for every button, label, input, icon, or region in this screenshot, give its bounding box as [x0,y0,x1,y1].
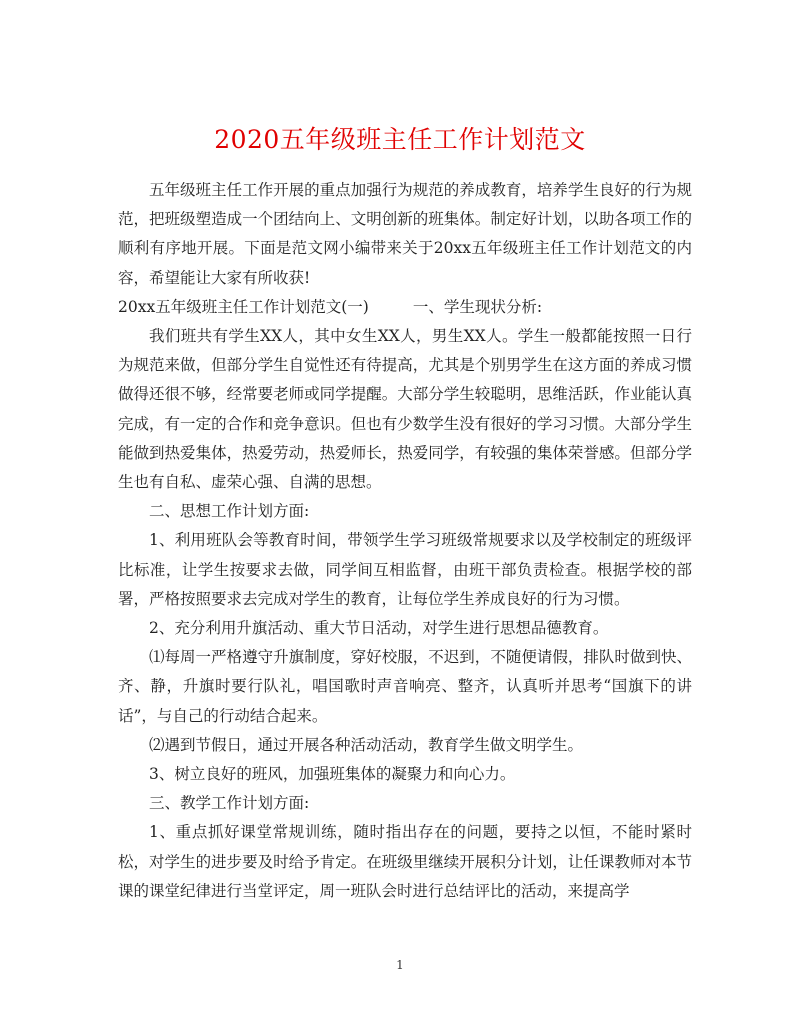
thought-plan-item-1: 1、利用班队会等教育时间，带领学生学习班级常规要求以及学校制定的班级评比标准，让学生按要求去做，同学间互相监督，由班干部负责检查。根据学校的部署，严格按照要求去完成对学生的教育，让每位学生养成良好的行为习惯。 [118,531,692,608]
student-analysis-paragraph: 我们班共有学生XX人，其中女生XX人，男生XX人。学生一般都能按照一日行为规范来做，但部分学生自觉性还有待提高，尤其是个别男学生在这方面的养成习惯做得还很不够，经常要老师或同学提醒。大部分学生较聪明，思维活跃，作业能认真完成，有一定的合作和竞争意识。但也有少数学生没有很好的学习习惯。大部分学生能做到热爱集体，热爱劳动，热爱师长，热爱同学，有较强的集体荣誉感。但部分学生也有自私、虚荣心强、自满的思想。 [118,327,692,492]
teaching-plan-item-1: 1、重点抓好课堂常规训练，随时指出存在的问题，要持之以恒，不能时紧时松，对学生的进步要及时给予肯定。在班级里继续开展积分计划，让任课教师对本节课的课堂纪律进行当堂评定，周一班队会时进行总结评比的活动，来提高学 [118,823,692,900]
section-first-item: 一、学生现状分析: [412,297,543,316]
thought-plan-item-3: 3、树立良好的班风，加强班集体的凝聚力和向心力。 [149,765,516,784]
section-subheading: 20xx五年级班主任工作计划范文(一) [118,297,369,316]
thought-plan-subitem-1: ⑴每周一严格遵守升旗制度，穿好校服，不迟到，不随便请假，排队时做到快、齐、静，升旗时要行队礼，唱国歌时声音响亮、整齐，认真听并思考“国旗下的讲话”，与自己的行动结合起来。 [118,648,692,725]
thought-plan-subitem-2: ⑵遇到节假日，通过开展各种活动活动，教育学生做文明学生。 [149,735,584,754]
document-title: 2020五年级班主任工作计划范文 [214,124,586,154]
teaching-plan-heading: 三、教学工作计划方面: [149,794,310,813]
intro-paragraph: 五年级班主任工作开展的重点加强行为规范的养成教育，培养学生良好的行为规范，把班级塑造成一个团结向上、文明创新的班集体。制定好计划，以助各项工作的顺利有序地开展。下面是范文网小编带来关于20xx五年级班主任工作计划范文的内容，希望能让大家有所收获! [118,181,692,287]
thought-plan-item-2: 2、充分利用升旗活动、重大节日活动，对学生进行思想品德教育。 [149,619,609,638]
thought-plan-heading: 二、思想工作计划方面: [149,502,310,521]
document-body [118,176,692,906]
page-number: 1 [396,958,404,972]
section-heading-line [118,293,692,322]
